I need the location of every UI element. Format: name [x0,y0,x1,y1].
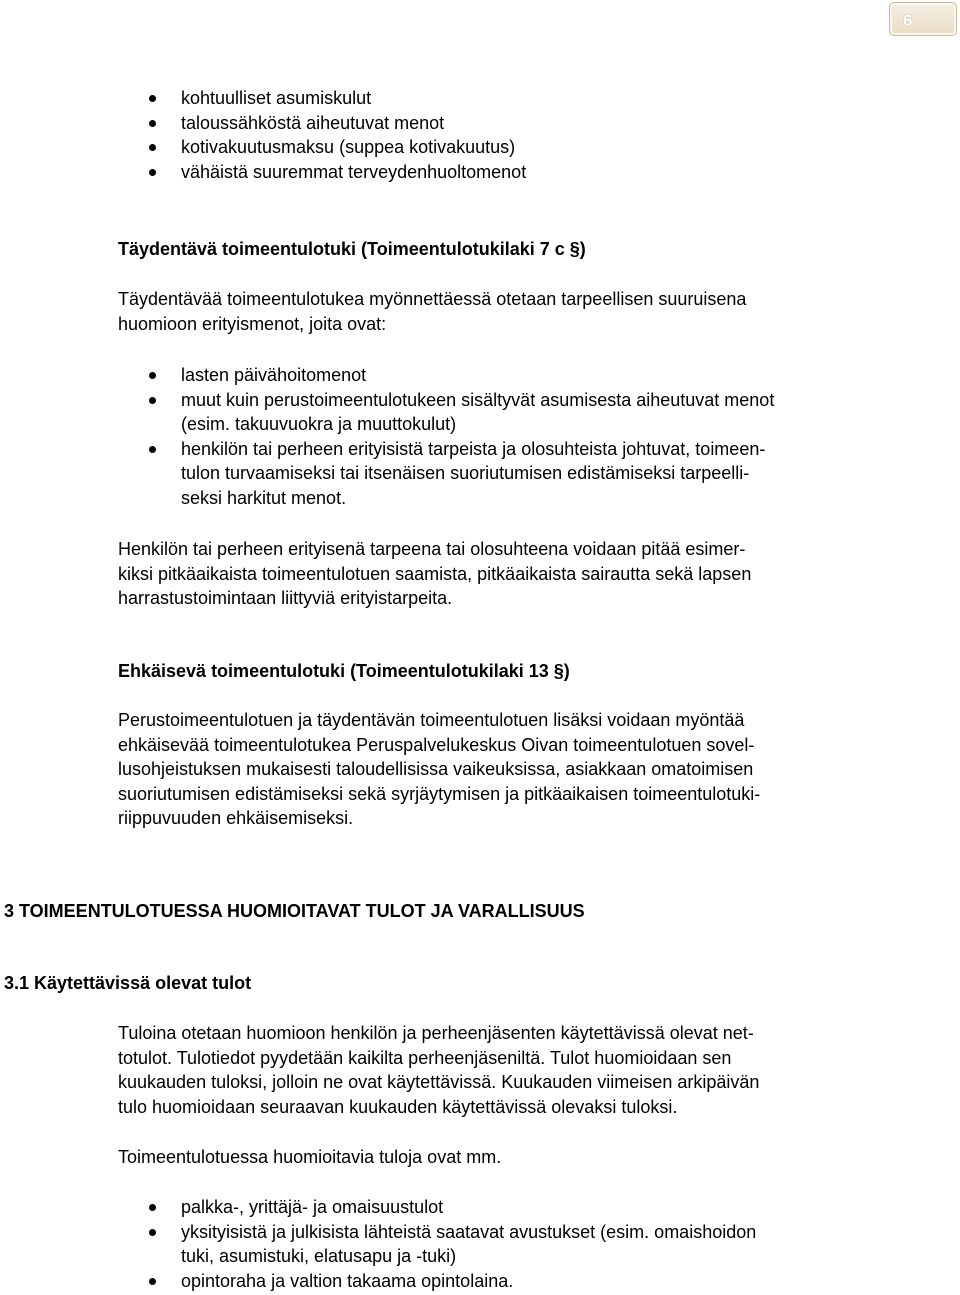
paragraph-income-intro: Toimeentulotuessa huomioitavia tuloja ovat mm. [118,1147,502,1167]
text-line: lusohjeistuksen mukaisesti taloudellisissa vaikeuksissa, asiakkaan omatoimisen [118,759,754,779]
list-item: kotivakuutusmaksu (suppea kotivakuutus) [118,135,918,160]
text-line: Henkilön tai perheen erityisenä tarpeena tai olosuhteena voidaan pitää esimer- [118,539,746,559]
text-line: Tuloina otetaan huomioon henkilön ja perheenjäsenten käytettävissä olevat net- [118,1023,754,1043]
text-line: opintoraha ja valtion takaama opintolaina. [181,1270,514,1291]
sub-heading: 3.1 Käytettävissä olevat tulot [4,973,252,993]
text-line: muut kuin perustoimeentulotukeen sisältyvät asumisesta aiheutuvat menot [181,389,775,410]
text-line: huomioon erityismenot, joita ovat: [118,313,387,334]
list-item [118,1269,918,1294]
expense-list [118,86,918,184]
text-line: kiksi pitkäaikaista toimeentulotuen saamista, pitkäaikaista sairautta sekä lapsen [118,563,752,584]
paragraph-taydentava-intro [118,287,878,336]
text-line: suoriutumisen edistämiseksi sekä syrjäytymisen ja pitkäaikaisen toimeentulotuki- [118,783,761,804]
section-heading-taydentava: Täydentävä toimeentulotuki (Toimeentulotukilaki 7 c §) [118,239,586,259]
text-line: Perustoimeentulotuen ja täydentävän toimeentulotuen lisäksi voidaan myöntää [118,710,745,730]
text-line: tuki, asumistuki, elatusapu ja -tuki) [181,1246,457,1266]
text-line: seksi harkitut menot. [181,487,347,508]
text-line: palkka-, yrittäjä- ja omaisuustulot [181,1197,444,1217]
text-line: ehkäisevää toimeentulotukea Peruspalvelukeskus Oivan toimeentulotuen sovel- [118,734,755,755]
text-line: lasten päivähoitomenot [181,365,367,385]
text-line: tulo huomioidaan seuraavan kuukauden käytettävissä olevaksi tuloksi. [118,1096,678,1117]
text-line: riippuvuuden ehkäisemiseksi. [118,808,354,828]
text-line: totulot. Tulotiedot pyydetään kaikilta perheenjäseniltä. Tulot huomioidaan sen [118,1047,732,1068]
chapter-heading: 3 TOIMEENTULOTUESSA HUOMIOITAVAT TULOT JA VARALLISUUS [4,901,585,921]
list-item [118,437,918,511]
list-item [118,1195,918,1220]
section-heading-ehkaiseva: Ehkäisevä toimeentulotuki (Toimeentulotukilaki 13 §) [118,661,570,681]
income-list [118,1195,918,1293]
special-expense-list [118,363,918,510]
list-item: vähäistä suuremmat terveydenhuoltomenot [118,160,918,185]
text-line: harrastustoimintaan liittyviä erityistarpeita. [118,588,453,608]
text-line: yksityisistä ja julkisista lähteistä saatavat avustukset (esim. omaishoidon [181,1221,757,1242]
text-line: kuukauden tuloksi, jolloin ne ovat käytettävissä. Kuukauden viimeisen arkipäivän [118,1072,760,1092]
list-item [118,1220,918,1269]
text-line: (esim. takuuvuokra ja muuttokulut) [181,414,457,434]
text-line: Täydentävää toimeentulotukea myönnettäessä otetaan tarpeellisen suuruisena [118,289,747,309]
list-item: taloussähköstä aiheutuvat menot [118,111,918,136]
text-line: tulon turvaamiseksi tai itsenäisen suoriutumisen edistämiseksi tarpeelli- [181,463,750,483]
paragraph-special-needs [118,537,878,611]
list-item [118,388,918,437]
page-number: 6 [903,11,913,30]
text-line: henkilön tai perheen erityisistä tarpeista ja olosuhteista johtuvat, toimeen- [181,438,766,459]
list-item: kohtuulliset asumiskulut [118,86,918,111]
page-number-badge [889,2,957,36]
paragraph-ehkaiseva [118,708,878,831]
list-item [118,363,918,388]
paragraph-income [118,1021,878,1119]
